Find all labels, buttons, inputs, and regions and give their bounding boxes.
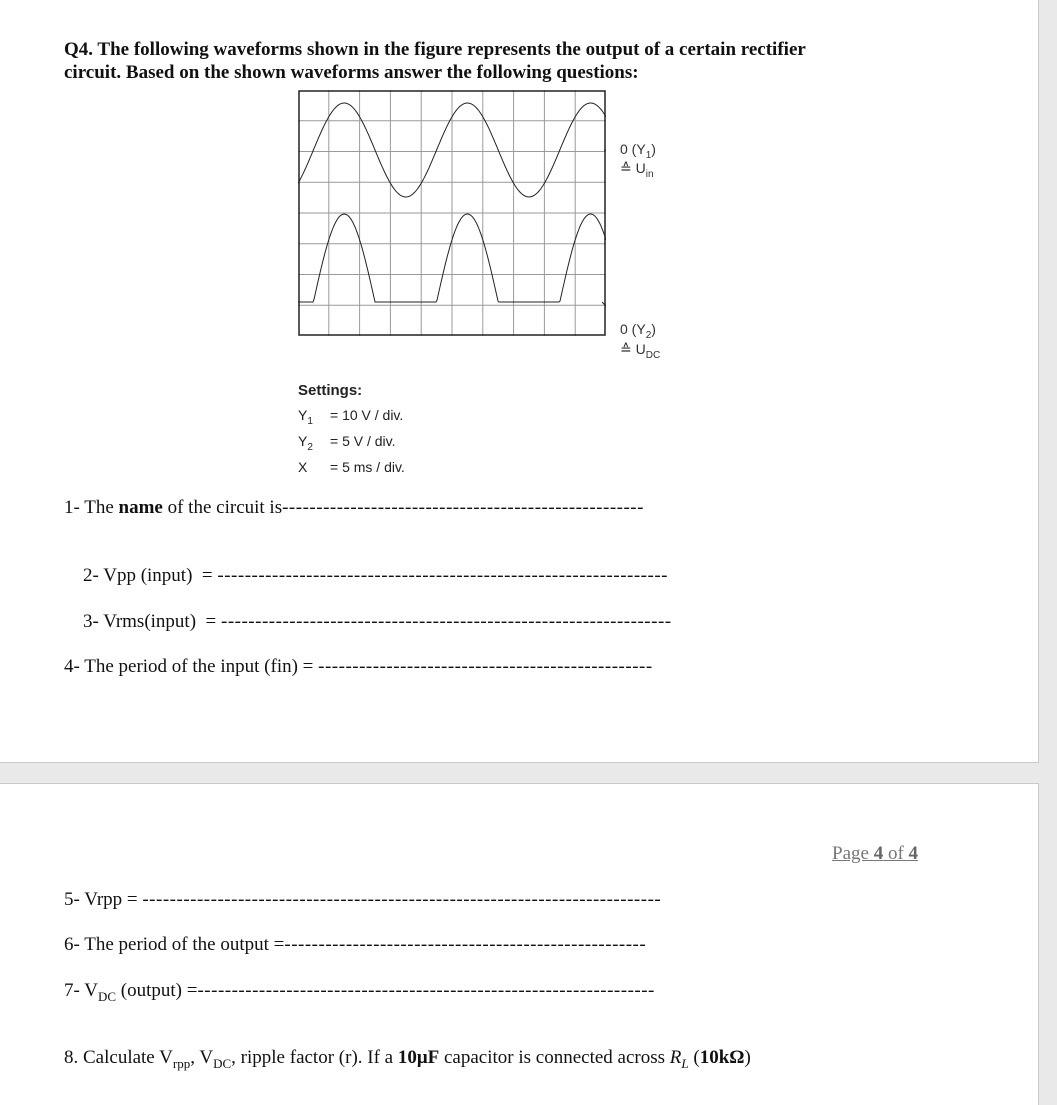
question-3: 3- Vrms(input) = ------------------------------------------------------------------ — [83, 611, 672, 632]
answer-blank-1[interactable]: ----------------------------------------------------- — [282, 497, 644, 518]
question-6: 6- The period of the output =----------------------------------------------------- — [64, 934, 647, 955]
scope-settings — [298, 382, 405, 485]
question-4: 4- The period of the input (fin) = ------------------------------------------------- — [64, 656, 653, 677]
y2-zero-label: 0 $(Y_2)$ — [620, 321, 656, 341]
settings-row-y2: $Y_2 = 5$ V / div. — [298, 433, 396, 453]
question-7: 7- $V_{DC}$ (output) =------------------------------------------------------------------- — [64, 980, 655, 1004]
question-1: 1- The name of the circuit is----------------------------------------------------- — [64, 497, 644, 518]
settings-row-y1: $Y_1 = 10$ V / div. — [298, 407, 404, 427]
udc-label: ≙ $U_{DC}$ — [620, 341, 661, 361]
settings-row-x: X = 5 ms / div. — [298, 459, 405, 475]
answer-blank-6[interactable]: ----------------------------------------------------- — [284, 934, 647, 955]
question-line-1: Q4. The following waveforms shown in the figure represents the output of a certain rectifier — [64, 39, 806, 60]
question-line-2: circuit. Based on the shown waveforms answer the following questions: — [64, 62, 639, 83]
question-8: 8. Calculate $V_{rpp}$, $V_{DC}$, ripple factor (r). If a 10μF capacitor is connected across $R_L$ (10kΩ) — [64, 1047, 751, 1071]
question-5: 5- Vrpp = ---------------------------------------------------------------------------- — [64, 889, 662, 910]
question-2: 2- Vpp (input) = ------------------------------------------------------------------ — [83, 565, 668, 586]
question-title — [64, 38, 904, 84]
oscilloscope-grid — [298, 90, 606, 336]
answer-blank-4[interactable]: ------------------------------------------------- — [318, 656, 653, 677]
oscilloscope-figure — [298, 90, 606, 336]
page-number: Page 4 of 4 — [832, 843, 919, 864]
answer-blank-2[interactable]: ------------------------------------------------------------------ — [217, 565, 668, 586]
answer-blank-7[interactable]: ------------------------------------------------------------------- — [197, 980, 655, 1001]
y1-zero-label: 0 $(Y_1)$ — [620, 141, 656, 161]
uin-label: ≙ $U_{in}$ — [620, 160, 654, 180]
answer-blank-3[interactable]: ------------------------------------------------------------------ — [221, 611, 672, 632]
settings-heading: Settings: — [298, 382, 363, 399]
answer-blank-5[interactable]: ---------------------------------------------------------------------------- — [142, 889, 662, 910]
